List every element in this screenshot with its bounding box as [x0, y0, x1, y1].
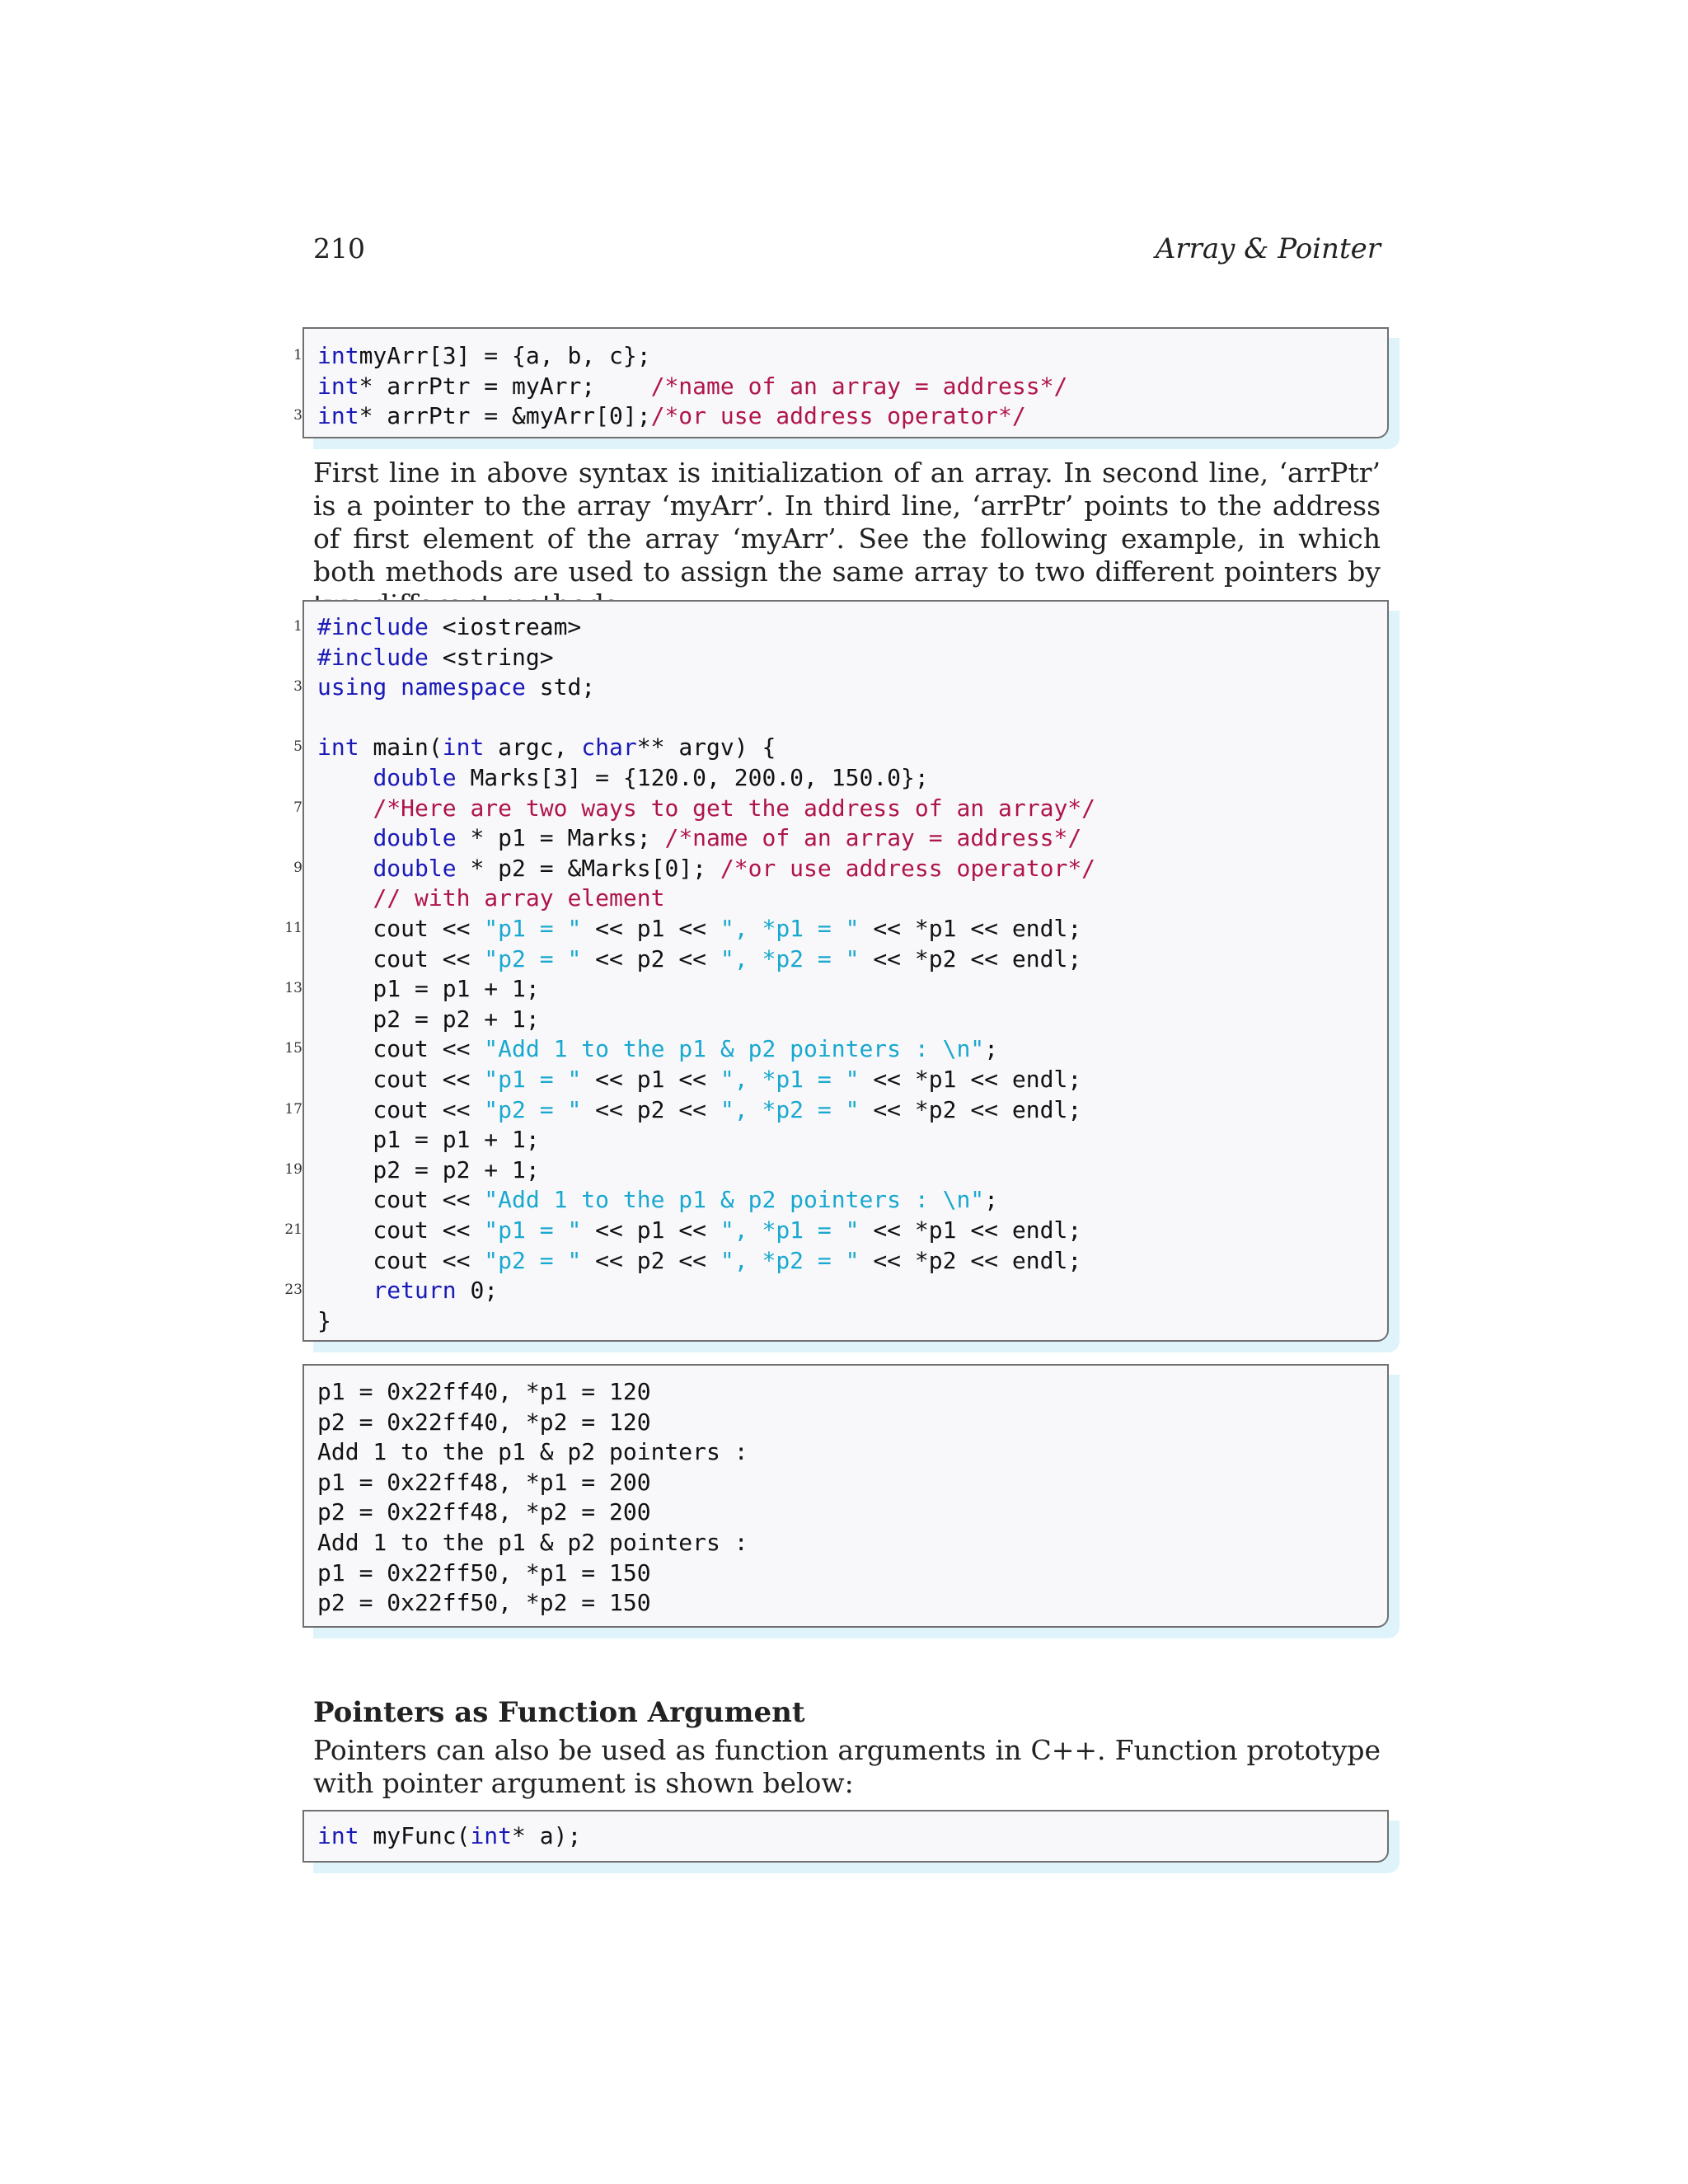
code-line — [317, 1587, 651, 1618]
code-token: <iostream> — [428, 613, 582, 640]
code-token: * arrPtr = myArr; — [359, 372, 651, 400]
code-line — [317, 823, 1081, 853]
line-number: 1 — [293, 618, 302, 635]
code-keyword: int — [442, 733, 485, 762]
code-comment: /*or use address operator*/ — [720, 854, 1096, 882]
code-token: cout << — [317, 1066, 485, 1093]
line-number: 9 — [293, 859, 302, 876]
code-keyword: using namespace — [317, 673, 526, 701]
code-token: p1 = p1 + 1; — [317, 1126, 540, 1154]
code-block-function-prototype — [302, 1810, 1389, 1863]
code-token — [317, 764, 373, 791]
code-string: ", *p1 = " — [720, 1066, 860, 1093]
code-token — [317, 884, 373, 912]
code-token: cout << — [317, 915, 485, 942]
code-line — [317, 883, 664, 913]
code-token: myFunc( — [359, 1822, 471, 1849]
code-line — [293, 401, 1026, 431]
code-line — [284, 1215, 1082, 1245]
code-keyword: int — [317, 372, 359, 400]
code-string: "p1 = " — [484, 1216, 582, 1244]
code-token: cout << — [317, 1246, 485, 1274]
code-string: "p2 = " — [484, 1246, 582, 1274]
line-number: 15 — [284, 1040, 302, 1057]
code-token: p2 = p2 + 1; — [317, 1155, 540, 1183]
line-number: 5 — [293, 738, 302, 756]
code-token: p2 = 0x22ff40, *p2 = 120 — [317, 1408, 651, 1436]
code-token: p2 = 0x22ff50, *p2 = 150 — [317, 1589, 651, 1617]
code-keyword: char — [581, 733, 637, 762]
line-number: 17 — [284, 1100, 302, 1118]
code-token: std; — [525, 673, 596, 701]
code-token: cout << — [317, 1216, 485, 1244]
code-token: p1 = 0x22ff50, *p1 = 150 — [317, 1558, 651, 1586]
line-number: 21 — [284, 1221, 302, 1238]
code-keyword: int — [317, 1822, 359, 1849]
code-comment: // with array element — [373, 884, 665, 912]
line-number: 19 — [284, 1160, 302, 1178]
code-token: << *p2 << endl; — [859, 1095, 1082, 1123]
code-token: cout << — [317, 1095, 485, 1123]
code-line — [284, 1033, 999, 1064]
code-line — [317, 1064, 1081, 1094]
page-header — [313, 232, 1381, 274]
code-line — [317, 1245, 1081, 1276]
line-number: 7 — [293, 799, 302, 816]
code-line — [317, 1497, 651, 1527]
code-keyword: double — [373, 824, 457, 852]
code-token — [317, 794, 373, 822]
code-line — [284, 1155, 540, 1185]
code-token: p1 = p1 + 1; — [317, 975, 540, 1003]
code-string: ", *p2 = " — [720, 1095, 860, 1123]
code-token: << *p2 << endl; — [859, 944, 1082, 972]
code-token: Add 1 to the p1 & p2 pointers : — [317, 1438, 748, 1466]
code-string: "Add 1 to the p1 & p2 pointers : \n" — [484, 1035, 985, 1063]
code-keyword: int — [317, 733, 359, 762]
code-keyword: return — [373, 1277, 457, 1305]
code-string: "p2 = " — [484, 1095, 582, 1123]
code-token: << p1 << — [581, 1216, 720, 1244]
code-token: << *p2 << endl; — [859, 1246, 1082, 1274]
code-line — [284, 1275, 499, 1305]
code-block-pointer-example — [284, 600, 1389, 1342]
code-token: << *p1 << endl; — [859, 1066, 1082, 1093]
code-keyword: int — [317, 402, 359, 430]
code-token — [317, 824, 373, 851]
code-keyword: int — [317, 342, 359, 369]
code-string: ", *p2 = " — [720, 1246, 860, 1274]
line-number: 23 — [284, 1282, 302, 1299]
code-line — [293, 853, 1096, 883]
code-comment: /*Here are two ways to get the address of an array*/ — [373, 794, 1096, 822]
code-token: p1 = 0x22ff48, *p1 = 200 — [317, 1468, 651, 1496]
code-line — [317, 1467, 651, 1497]
code-line — [317, 1376, 651, 1407]
code-line — [284, 973, 540, 1004]
code-token: << p2 << — [581, 944, 720, 972]
code-line — [317, 1407, 651, 1437]
code-token: ; — [984, 1035, 999, 1063]
code-line — [293, 732, 776, 762]
code-keyword: double — [373, 854, 457, 882]
code-string: "Add 1 to the p1 & p2 pointers : \n" — [484, 1186, 985, 1214]
code-string: ", *p1 = " — [720, 1216, 860, 1244]
code-line — [317, 1004, 540, 1034]
line-number: 1 — [293, 347, 302, 363]
code-token: myArr[3] = {a, b, c}; — [359, 342, 651, 369]
code-line — [317, 1527, 748, 1558]
code-line — [317, 1558, 651, 1588]
code-string: ", *p2 = " — [720, 944, 860, 972]
code-token: << p1 << — [581, 1066, 720, 1093]
code-block-array-declaration — [293, 327, 1389, 438]
code-line — [317, 762, 929, 793]
code-token: p1 = 0x22ff40, *p1 = 120 — [317, 1378, 651, 1405]
code-string: "p1 = " — [484, 915, 582, 942]
line-number: 11 — [284, 920, 302, 936]
code-string: "p1 = " — [484, 1066, 582, 1093]
paragraph-function-argument: Pointers can also be used as function arguments in C++. Function prototype with pointer argument is shown below: — [313, 1734, 1381, 1799]
code-line — [317, 1184, 998, 1215]
code-token: << p2 << — [581, 1246, 720, 1274]
paragraph-array-explanation: First line in above syntax is initialization of an array. In second line, ‘arrPtr’ is a pointer to the array ‘myArr’. In third line, ‘arrPtr’ points to the address of first element of the array ‘myArr’. See the following example, in which both methods are used to assign the same array to two different pointers by — [313, 457, 1381, 588]
code-token: <string> — [428, 643, 554, 671]
code-line — [293, 612, 582, 642]
code-token: * arrPtr = &myArr[0]; — [359, 402, 651, 430]
code-string: ", *p1 = " — [720, 915, 860, 942]
code-token: * p2 = &Marks[0]; — [456, 854, 720, 882]
code-token: cout << — [317, 944, 485, 972]
line-number: 3 — [293, 407, 302, 424]
section-heading: Pointers as Function Argument — [313, 1696, 805, 1729]
code-token: main( — [359, 733, 443, 762]
code-line — [293, 672, 596, 702]
code-token: argc, — [484, 733, 582, 762]
code-line — [317, 1821, 581, 1851]
page-number: 210 — [313, 232, 365, 265]
code-token: 0; — [456, 1277, 499, 1305]
code-token — [317, 855, 373, 882]
code-token: * a); — [512, 1822, 582, 1849]
code-line — [284, 913, 1082, 944]
code-line — [317, 944, 1081, 974]
code-keyword: #include — [317, 643, 429, 671]
code-line — [317, 1305, 331, 1336]
code-comment: /*name of an array = address*/ — [650, 372, 1068, 400]
program-output-box — [302, 1364, 1389, 1628]
code-token: } — [317, 1306, 331, 1334]
code-string: "p2 = " — [484, 944, 582, 972]
code-token: cout << — [317, 1035, 485, 1063]
chapter-title: Array & Pointer — [1155, 232, 1381, 265]
code-comment: /*or use address operator*/ — [650, 402, 1026, 430]
code-token: ; — [984, 1186, 999, 1214]
code-comment: /*name of an array = address*/ — [664, 824, 1082, 852]
code-line — [317, 1436, 748, 1467]
code-token: cout << — [317, 1186, 485, 1214]
code-token: << *p1 << endl; — [859, 915, 1082, 942]
code-line — [317, 371, 1067, 401]
code-token: Marks[3] = {120.0, 200.0, 150.0}; — [456, 764, 929, 791]
code-token: p2 = 0x22ff48, *p2 = 200 — [317, 1498, 651, 1526]
code-line — [293, 793, 1096, 823]
code-keyword: int — [470, 1822, 513, 1849]
code-token: << p1 << — [581, 915, 720, 942]
code-token: * p1 = Marks; — [456, 824, 665, 852]
line-number: 3 — [293, 678, 302, 696]
code-token: p2 = p2 + 1; — [317, 1005, 540, 1033]
code-token: << *p1 << endl; — [859, 1216, 1082, 1244]
line-number: 13 — [284, 980, 302, 997]
code-keyword: double — [373, 764, 457, 791]
code-line — [284, 1094, 1082, 1125]
code-token: ** argv) { — [636, 733, 776, 762]
code-token: << p2 << — [581, 1095, 720, 1123]
code-keyword: #include — [317, 613, 429, 640]
code-token — [317, 1277, 373, 1304]
code-line — [317, 1124, 540, 1155]
code-line — [293, 340, 651, 371]
code-line — [317, 642, 554, 673]
code-token: Add 1 to the p1 & p2 pointers : — [317, 1529, 748, 1556]
